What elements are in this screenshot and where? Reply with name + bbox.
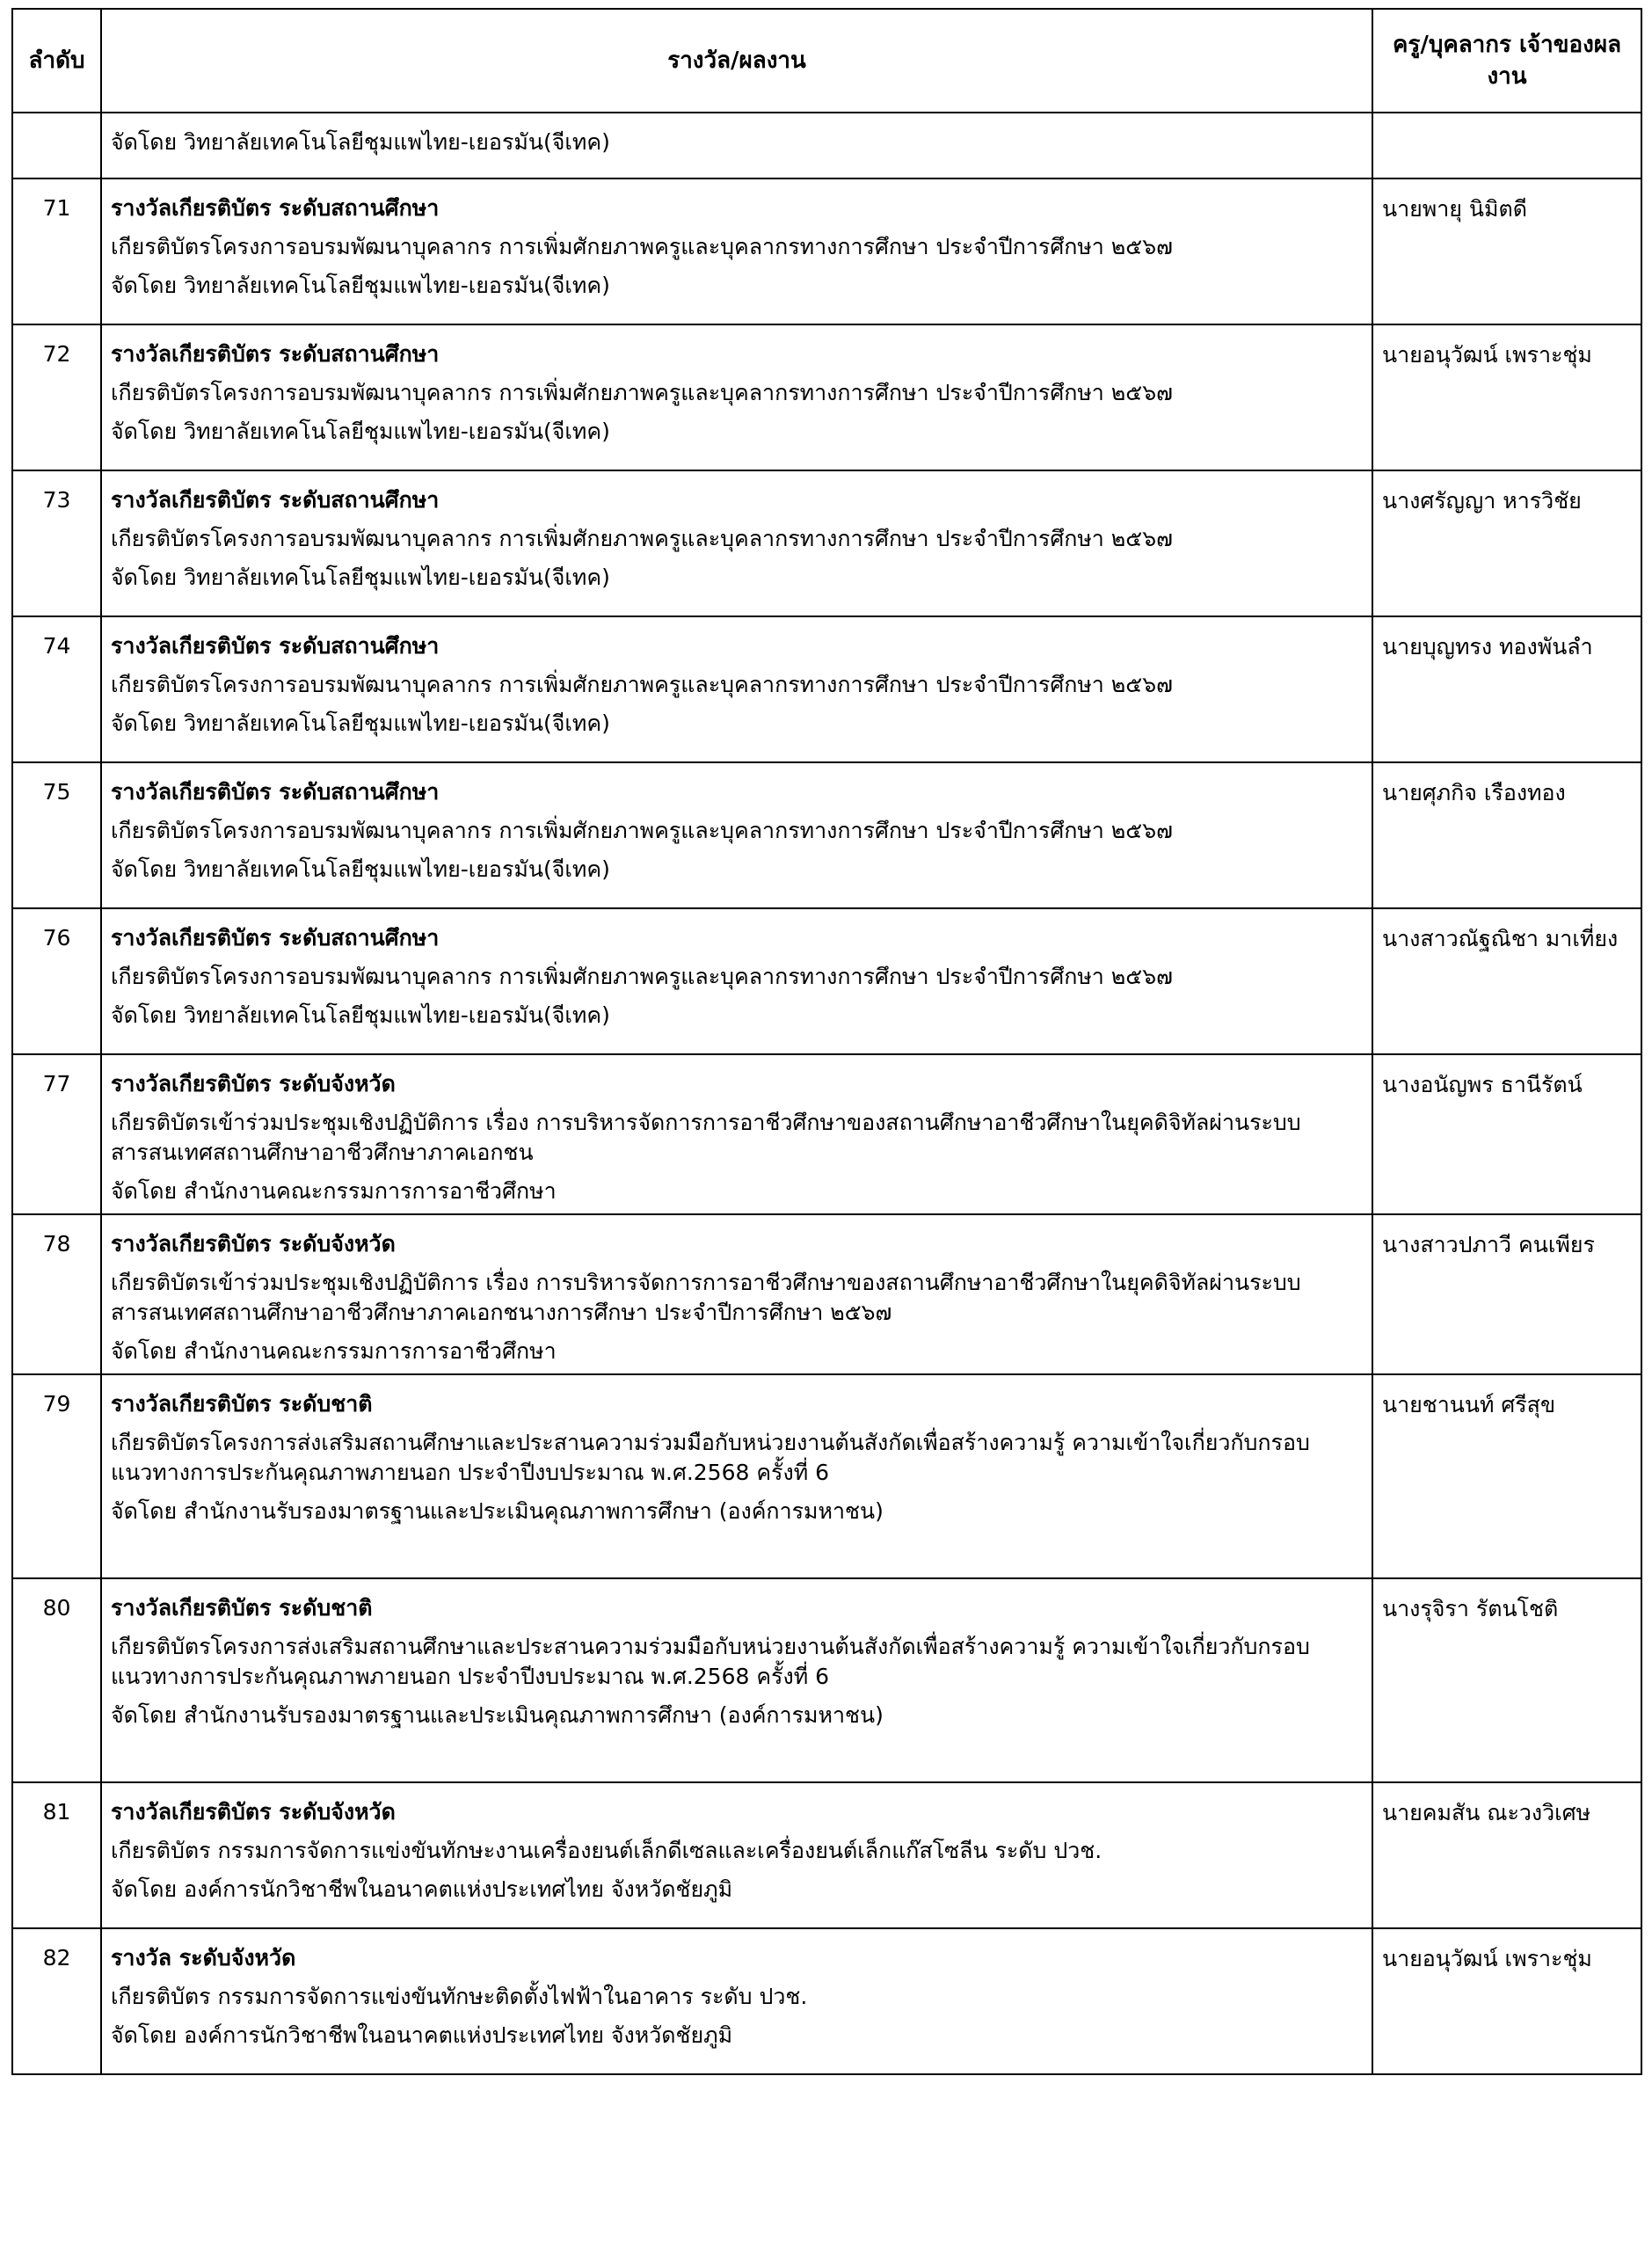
award-cell	[101, 908, 1372, 1054]
header-no: ลำดับ	[12, 9, 101, 113]
award-desc: เกียรติบัตร กรรมการจัดการแข่งขันทักษะติดตั้งไฟฟ้าในอาคาร ระดับ ปวช.	[111, 1984, 808, 2009]
award-cell	[101, 1578, 1372, 1782]
award-desc: เกียรติบัตรโครงการอบรมพัฒนาบุคลากร การเพิ่มศักยภาพครูและบุคลากรทางการศึกษา ประจำปีการศึกษา ๒๕๖๗	[111, 380, 1173, 405]
award-title: รางวัลเกียรติบัตร ระดับจังหวัด	[111, 1231, 396, 1257]
award-title: รางวัลเกียรติบัตร ระดับสถานศึกษา	[111, 779, 440, 805]
award-cell	[101, 324, 1372, 470]
award-org: จัดโดย วิทยาลัยเทคโนโลยีชุมแพไทย-เยอรมัน(จีเทค)	[111, 419, 610, 444]
award-org: จัดโดย สำนักงานรับรองมาตรฐานและประเมินคุณภาพการศึกษา (องค์การมหาชน)	[111, 1498, 884, 1524]
award-desc: เกียรติบัตรโครงการอบรมพัฒนาบุคลากร การเพิ่มศักยภาพครูและบุคลากรทางการศึกษา ประจำปีการศึกษา ๒๕๖๗	[111, 526, 1173, 551]
award-title: รางวัลเกียรติบัตร ระดับชาติ	[111, 1391, 373, 1417]
award-org: จัดโดย สำนักงานคณะกรรมการการอาชีวศึกษา	[111, 1338, 557, 1364]
award-title: รางวัลเกียรติบัตร ระดับสถานศึกษา	[111, 487, 440, 513]
award-title: รางวัลเกียรติบัตร ระดับสถานศึกษา	[111, 925, 440, 951]
awards-table	[11, 8, 1642, 2075]
row-number: 82	[12, 1928, 101, 2074]
owner-name: นายอนุวัฒน์ เพราะชุ่ม	[1372, 324, 1641, 470]
award-cell	[101, 1054, 1372, 1214]
owner-name: นายคมสัน ณะวงวิเศษ	[1372, 1782, 1641, 1928]
award-desc: เกียรติบัตรโครงการอบรมพัฒนาบุคลากร การเพิ่มศักยภาพครูและบุคลากรทางการศึกษา ประจำปีการศึกษา ๒๕๖๗	[111, 964, 1173, 989]
award-org: จัดโดย วิทยาลัยเทคโนโลยีชุมแพไทย-เยอรมัน(จีเทค)	[111, 856, 610, 882]
row-number: 72	[12, 324, 101, 470]
award-org: จัดโดย สำนักงานรับรองมาตรฐานและประเมินคุณภาพการศึกษา (องค์การมหาชน)	[111, 1702, 884, 1728]
award-title: รางวัล ระดับจังหวัด	[111, 1945, 296, 1971]
award-org: จัดโดย สำนักงานคณะกรรมการการอาชีวศึกษา	[111, 1178, 557, 1204]
award-title: รางวัลเกียรติบัตร ระดับจังหวัด	[111, 1071, 396, 1096]
table-header-row	[12, 9, 1641, 113]
table-row	[12, 1782, 1641, 1928]
table-row	[12, 762, 1641, 908]
award-desc: เกียรติบัตรโครงการส่งเสริมสถานศึกษาและประสานความร่วมมือกับหน่วยงานต้นสังกัดเพื่อสร้างความรู้ ความเข้าใจเกี่ยวกับกรอบแนวทางการประกันคุณภาพภายนอก ประจำปีงบประมาณ พ.ศ.2568 ครั้งที่ 6	[111, 1430, 1310, 1485]
award-desc: เกียรติบัตร กรรมการจัดการแข่งขันทักษะงานเครื่องยนต์เล็กดีเซลและเครื่องยนต์เล็กแก๊สโซลีน ระดับ ปวช.	[111, 1838, 1103, 1863]
award-org: จัดโดย วิทยาลัยเทคโนโลยีชุมแพไทย-เยอรมัน(จีเทค)	[111, 565, 610, 590]
table-row	[12, 178, 1641, 324]
continued-org: จัดโดย วิทยาลัยเทคโนโลยีชุมแพไทย-เยอรมัน(จีเทค)	[101, 113, 1372, 178]
award-org: จัดโดย องค์การนักวิชาชีพในอนาคตแห่งประเทศไทย จังหวัดชัยภูมิ	[111, 1876, 733, 1902]
award-cell	[101, 1374, 1372, 1578]
award-desc: เกียรติบัตรเข้าร่วมประชุมเชิงปฏิบัติการ เรื่อง การบริหารจัดการการอาชีวศึกษาของสถานศึกษาอาชีวศึกษาในยุคดิจิทัลผ่านระบบสารสนเทศสถานศึกษาอาชีวศึกษาภาคเอกชนางการศึกษา ประจำปีการศึกษา ๒๕๖๗	[111, 1270, 1301, 1325]
award-title: รางวัลเกียรติบัตร ระดับจังหวัด	[111, 1799, 396, 1825]
owner-name: นายอนุวัฒน์ เพราะชุ่ม	[1372, 1928, 1641, 2074]
owner-name: นายชานนท์ ศรีสุข	[1372, 1374, 1641, 1578]
owner-name: นางศรัญญา หารวิชัย	[1372, 470, 1641, 616]
award-cell	[101, 762, 1372, 908]
award-cell	[101, 178, 1372, 324]
award-title: รางวัลเกียรติบัตร ระดับสถานศึกษา	[111, 195, 440, 221]
award-desc: เกียรติบัตรโครงการอบรมพัฒนาบุคลากร การเพิ่มศักยภาพครูและบุคลากรทางการศึกษา ประจำปีการศึกษา ๒๕๖๗	[111, 234, 1173, 259]
owner-name: นางสาวปภาวี คนเพียร	[1372, 1214, 1641, 1374]
continued-no-cell	[12, 113, 101, 178]
row-number: 81	[12, 1782, 101, 1928]
award-cell	[101, 1782, 1372, 1928]
table-row	[12, 616, 1641, 762]
row-number: 78	[12, 1214, 101, 1374]
owner-name: นายพายุ นิมิตดี	[1372, 178, 1641, 324]
header-owner: ครู/บุคลากร เจ้าของผลงาน	[1372, 9, 1641, 113]
row-number: 75	[12, 762, 101, 908]
row-number: 79	[12, 1374, 101, 1578]
table-row	[12, 1374, 1641, 1578]
row-number: 71	[12, 178, 101, 324]
award-org: จัดโดย องค์การนักวิชาชีพในอนาคตแห่งประเทศไทย จังหวัดชัยภูมิ	[111, 2022, 733, 2048]
header-award: รางวัล/ผลงาน	[101, 9, 1372, 113]
table-row	[12, 1054, 1641, 1214]
owner-name: นายศุภกิจ เรืองทอง	[1372, 762, 1641, 908]
award-cell	[101, 470, 1372, 616]
row-number: 80	[12, 1578, 101, 1782]
award-org: จัดโดย วิทยาลัยเทคโนโลยีชุมแพไทย-เยอรมัน(จีเทค)	[111, 273, 610, 298]
owner-name: นายบุญทรง ทองพันลำ	[1372, 616, 1641, 762]
award-desc: เกียรติบัตรโครงการส่งเสริมสถานศึกษาและประสานความร่วมมือกับหน่วยงานต้นสังกัดเพื่อสร้างความรู้ ความเข้าใจเกี่ยวกับกรอบแนวทางการประกันคุณภาพภายนอก ประจำปีงบประมาณ พ.ศ.2568 ครั้งที่ 6	[111, 1634, 1310, 1689]
award-cell	[101, 1928, 1372, 2074]
award-org: จัดโดย วิทยาลัยเทคโนโลยีชุมแพไทย-เยอรมัน(จีเทค)	[111, 1002, 610, 1028]
award-org: จัดโดย วิทยาลัยเทคโนโลยีชุมแพไทย-เยอรมัน(จีเทค)	[111, 710, 610, 736]
continued-owner-cell	[1372, 113, 1641, 178]
table-row	[12, 324, 1641, 470]
table-row	[12, 1928, 1641, 2074]
owner-name: นางรุจิรา รัตนโชติ	[1372, 1578, 1641, 1782]
row-number: 73	[12, 470, 101, 616]
award-title: รางวัลเกียรติบัตร ระดับสถานศึกษา	[111, 341, 440, 367]
table-row	[12, 470, 1641, 616]
award-desc: เกียรติบัตรเข้าร่วมประชุมเชิงปฏิบัติการ เรื่อง การบริหารจัดการการอาชีวศึกษาของสถานศึกษาอาชีวศึกษาในยุคดิจิทัลผ่านระบบสารสนเทศสถานศึกษาอาชีวศึกษาภาคเอกชน	[111, 1110, 1301, 1165]
owner-name: นางสาวณัฐณิชา มาเที่ยง	[1372, 908, 1641, 1054]
row-number: 77	[12, 1054, 101, 1214]
award-title: รางวัลเกียรติบัตร ระดับสถานศึกษา	[111, 633, 440, 659]
award-desc: เกียรติบัตรโครงการอบรมพัฒนาบุคลากร การเพิ่มศักยภาพครูและบุคลากรทางการศึกษา ประจำปีการศึกษา ๒๕๖๗	[111, 672, 1173, 697]
row-number: 76	[12, 908, 101, 1054]
table-row	[12, 908, 1641, 1054]
award-cell	[101, 1214, 1372, 1374]
table-row	[12, 1214, 1641, 1374]
table-row	[12, 1578, 1641, 1782]
continued-row	[12, 113, 1641, 178]
row-number: 74	[12, 616, 101, 762]
award-title: รางวัลเกียรติบัตร ระดับชาติ	[111, 1595, 373, 1621]
award-cell	[101, 616, 1372, 762]
owner-name: นางอนัญพร ธานีรัตน์	[1372, 1054, 1641, 1214]
award-desc: เกียรติบัตรโครงการอบรมพัฒนาบุคลากร การเพิ่มศักยภาพครูและบุคลากรทางการศึกษา ประจำปีการศึกษา ๒๕๖๗	[111, 818, 1173, 843]
